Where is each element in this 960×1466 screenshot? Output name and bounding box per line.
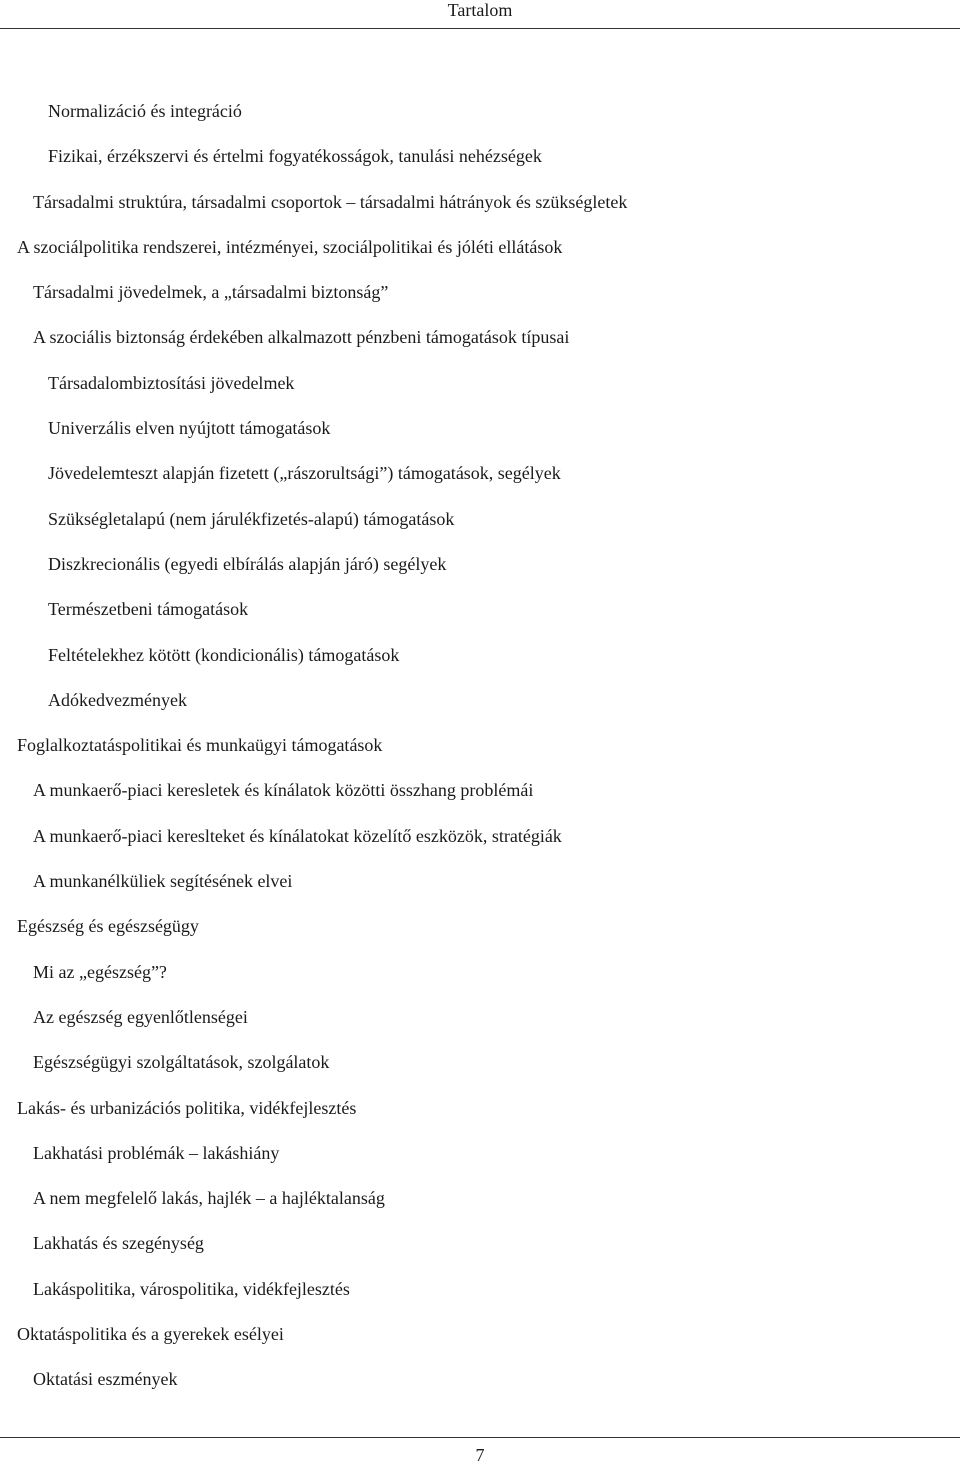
toc-entry[interactable]: Társadalmi jövedelmek, a „társadalmi biztonság” — [33, 282, 389, 303]
toc-entry[interactable]: A munkaerő-piaci kereslteket és kínálatokat közelítő eszközök, stratégiák — [33, 825, 562, 846]
toc-entry[interactable]: Normalizáció és integráció — [48, 101, 242, 121]
page-header — [0, 0, 960, 29]
toc-entry[interactable]: Diszkrecionális (egyedi elbírálás alapján járó) segélyek — [48, 553, 447, 574]
toc-entry[interactable]: Egészség és egészségügy — [17, 916, 199, 937]
page-title: Tartalom — [447, 0, 513, 20]
toc-entry[interactable]: Oktatási eszmények — [33, 1369, 178, 1390]
toc-entry[interactable]: A munkaerő-piaci keresletek és kínálatok közötti összhang problémái — [33, 780, 534, 801]
toc-entry[interactable]: A nem megfelelő lakás, hajlék – a hajléktalanság — [33, 1188, 385, 1209]
toc-entry[interactable]: A szociálpolitika rendszerei, intézményei, szociálpolitikai és jóléti ellátások — [17, 236, 563, 257]
toc-entry[interactable]: Lakhatás és szegénység — [33, 1233, 204, 1254]
toc-entry[interactable]: Természetbeni támogatások — [48, 599, 249, 620]
toc-entry[interactable]: Adókedvezmények — [48, 689, 187, 710]
toc-entry[interactable]: Foglalkoztatáspolitikai és munkaügyi támogatások — [17, 735, 383, 756]
toc-entry[interactable]: A munkanélküliek segítésének elvei — [33, 871, 293, 892]
toc-entry[interactable]: Mi az „egészség”? — [33, 961, 167, 982]
toc-entry[interactable]: A szociális biztonság érdekében alkalmazott pénzbeni támogatások típusai — [33, 327, 570, 348]
page-number: 7 — [475, 1445, 485, 1465]
table-of-contents — [0, 89, 960, 1403]
toc-entry[interactable]: Fizikai, érzékszervi és értelmi fogyatékosságok, tanulási nehézségek — [48, 146, 542, 167]
toc-entry[interactable]: Feltételekhez kötött (kondicionális) támogatások — [48, 644, 400, 665]
toc-entry[interactable]: Lakáspolitika, várospolitika, vidékfejlesztés — [33, 1278, 350, 1299]
toc-entry[interactable]: Társadalmi struktúra, társadalmi csoportok – társadalmi hátrányok és szükségletek — [33, 191, 628, 212]
toc-entry[interactable]: Oktatáspolitika és a gyerekek esélyei — [17, 1324, 284, 1345]
toc-entry[interactable]: Lakhatási problémák – lakáshiány — [33, 1142, 280, 1163]
toc-entry[interactable]: Az egészség egyenlőtlenségei — [33, 1006, 248, 1027]
toc-entry[interactable]: Jövedelemteszt alapján fizetett („rászorultsági”) támogatások, segélyek — [48, 463, 561, 484]
toc-entry[interactable]: Egészségügyi szolgáltatások, szolgálatok — [33, 1052, 330, 1073]
toc-entry[interactable]: Univerzális elven nyújtott támogatások — [48, 418, 331, 439]
toc-entry[interactable]: Társadalombiztosítási jövedelmek — [48, 372, 295, 393]
toc-entry[interactable]: Lakás- és urbanizációs politika, vidékfejlesztés — [17, 1097, 357, 1118]
toc-entry[interactable]: Szükségletalapú (nem járulékfizetés-alapú) támogatások — [48, 508, 455, 529]
